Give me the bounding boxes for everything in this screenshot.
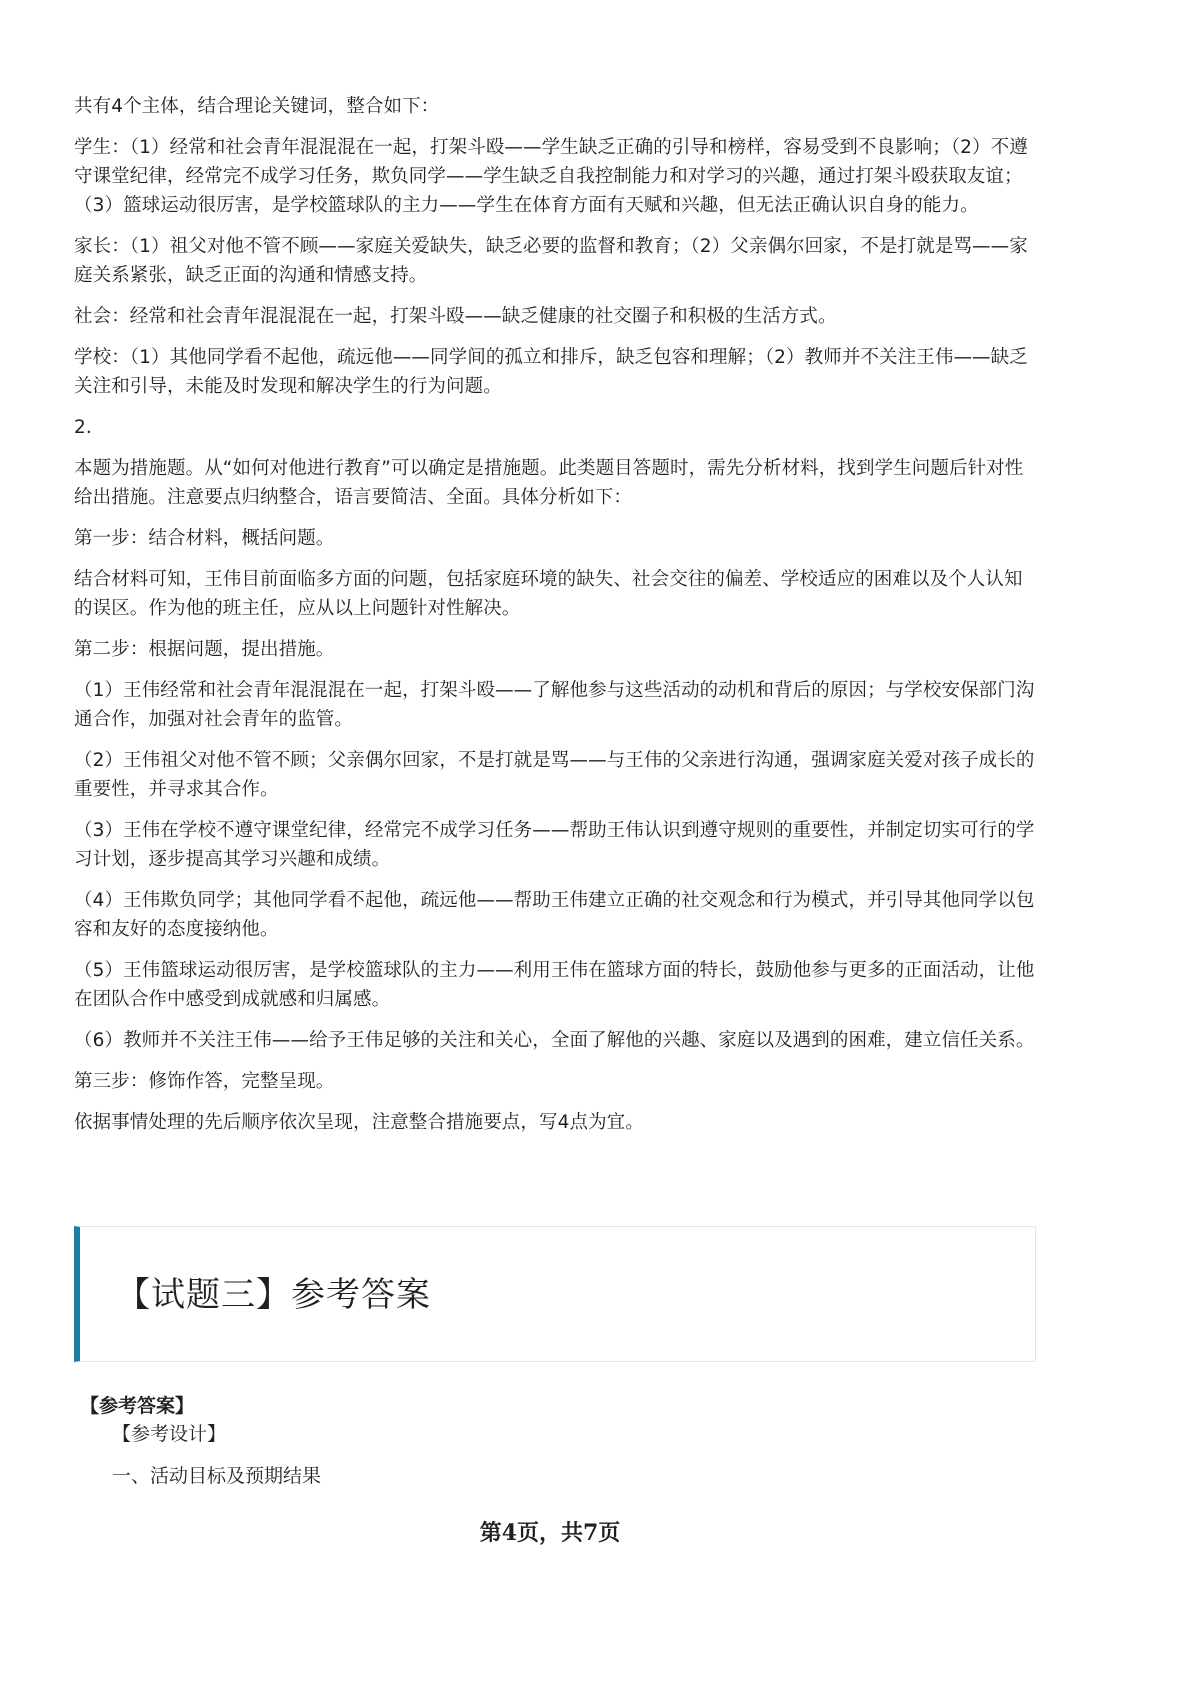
measure-item: （1）王伟经常和社会青年混混混在一起，打架斗殴——了解他参与这些活动的动机和背后的原因；与学校安保部门沟通合作，加强对社会青年的监管。 <box>74 680 1035 730</box>
step-two-heading: 第二步：根据问题，提出措施。 <box>74 639 335 660</box>
measure-intro-paragraph: 本题为措施题。从“如何对他进行教育”可以确定是措施题。此类题目答题时，需先分析材料，找到学生问题后针对性给出措施。注意要点归纳整合，语言要简洁、全面。具体分析如下： <box>74 458 1024 508</box>
section-title-card <box>74 1226 1036 1362</box>
design-label: 【参考设计】 <box>112 1423 227 1445</box>
student-analysis-paragraph: 学生：（1）经常和社会青年混混混在一起，打架斗殴——学生缺乏正确的引导和榜样，容易受到不良影响；（2）不遵守课堂纪律，经常完不成学习任务，欺负同学——学生缺乏自我控制能力和对学习的兴趣，通过打架斗殴获取友谊；（3）篮球运动很厉害，是学校篮球队的主力——学生在体育方面有天赋和兴趣，但无法正确认识自身的能力。 <box>74 137 1028 216</box>
answer-label: 【参考答案】 <box>80 1395 195 1417</box>
intro-paragraph: 共有4个主体，结合理论关键词，整合如下： <box>74 96 440 117</box>
page-number: 第4页，共7页 <box>479 1520 621 1546</box>
measure-item: （3）王伟在学校不遵守课堂纪律，经常完不成学习任务——帮助王伟认识到遵守规则的重要性，并制定切实可行的学习计划，逐步提高其学习兴趣和成绩。 <box>74 820 1035 870</box>
measure-item: （2）王伟祖父对他不管不顾；父亲偶尔回家，不是打就是骂——与王伟的父亲进行沟通，强调家庭关爱对孩子成长的重要性，并寻求其合作。 <box>74 750 1035 800</box>
section-title: 【试题三】参考答案 <box>116 1275 431 1315</box>
measure-item: （4）王伟欺负同学；其他同学看不起他，疏远他——帮助王伟建立正确的社交观念和行为模式，并引导其他同学以包容和友好的态度接纳他。 <box>74 890 1035 940</box>
step-three-paragraph: 依据事情处理的先后顺序依次呈现，注意整合措施要点，写4点为宜。 <box>74 1112 644 1133</box>
step-three-heading: 第三步：修饰作答，完整呈现。 <box>74 1071 335 1092</box>
measure-item: （5）王伟篮球运动很厉害，是学校篮球队的主力——利用王伟在篮球方面的特长，鼓励他参与更多的正面活动，让他在团队合作中感受到成就感和归属感。 <box>74 960 1035 1010</box>
document-body <box>74 92 1036 1149</box>
school-analysis-paragraph: 学校：（1）其他同学看不起他，疏远他——同学间的孤立和排斥，缺乏包容和理解；（2）教师并不关注王伟——缺乏关注和引导，未能及时发现和解决学生的行为问题。 <box>74 347 1028 397</box>
question-number: 2. <box>74 417 92 438</box>
measure-item: （6）教师并不关注王伟——给予王伟足够的关注和关心，全面了解他的兴趣、家庭以及遇到的困难，建立信任关系。 <box>74 1030 1035 1051</box>
society-analysis-paragraph: 社会：经常和社会青年混混混在一起，打架斗殴——缺乏健康的社交圈子和积极的生活方式。 <box>74 306 837 327</box>
step-one-heading: 第一步：结合材料，概括问题。 <box>74 528 335 549</box>
step-one-paragraph: 结合材料可知，王伟目前面临多方面的问题，包括家庭环境的缺失、社会交往的偏差、学校适应的困难以及个人认知的误区。作为他的班主任，应从以上问题针对性解决。 <box>74 569 1023 619</box>
parent-analysis-paragraph: 家长：（1）祖父对他不管不顾——家庭关爱缺失，缺乏必要的监督和教育；（2）父亲偶尔回家，不是打就是骂——家庭关系紧张，缺乏正面的沟通和情感支持。 <box>74 236 1028 286</box>
goal-heading: 一、活动目标及预期结果 <box>112 1465 322 1487</box>
